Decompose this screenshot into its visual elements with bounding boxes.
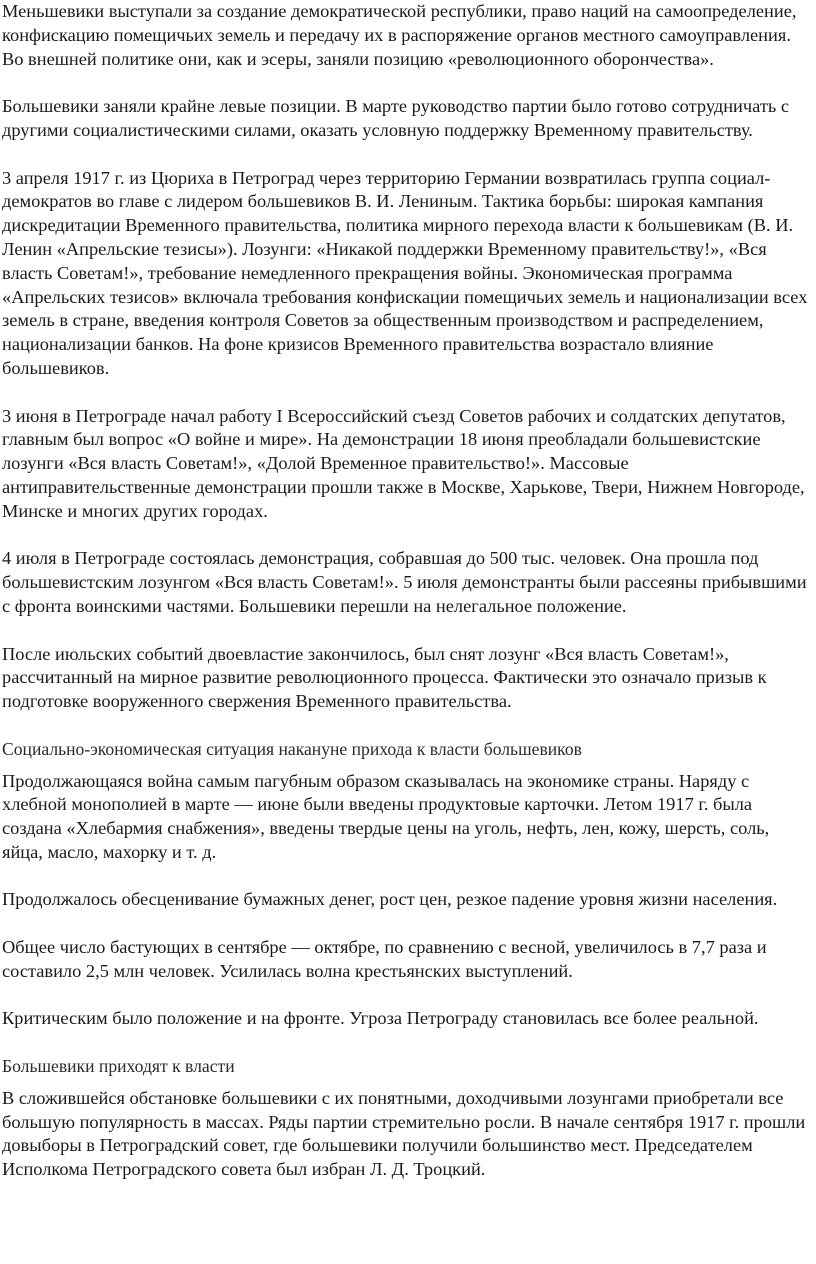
paragraph-bolsheviks-popularity: В сложившейся обстановке большевики с их понятными, доходчивыми лозунгами приобретали все большую популярность в массах. Ряды партии стремительно росли. В начале сентября 1917 г. прошли довыборы в Петроградский совет, где большевики получили большинство мест. Председателем Исполкома Петроградского совета был избран Л. Д. Троцкий. — [2, 1087, 806, 1180]
paragraph-after-july: После июльских событий двоевластие закончилось, был снят лозунг «Вся власть Советам!», рассчитанный на мирное развитие революционного процесса. Фактически это означало призыв к подготовке вооруженного свержения Временного правительства. — [2, 643, 767, 712]
section-heading-bolsheviks-power: Большевики приходят к власти — [2, 1056, 235, 1077]
paragraph-front-situation: Критическим было положение и на фронте. Угроза Петрограду становилась все более реальной. — [2, 1008, 759, 1029]
paragraph-strikers: Общее число бастующих в сентябре — октябре, по сравнению с весной, увеличилось в 7,7 раза и составило 2,5 млн человек. Усилилась волна крестьянских выступлений. — [2, 937, 767, 981]
paragraph-june-congress: 3 июня в Петрограде начал работу I Всероссийский съезд Советов рабочих и солдатских депутатов, главным был вопрос «О войне и мире». На демонстрации 18 июня преобладали большевистские лозунги «Вся власть Советам!», «Долой Временное правительство!». Массовые антиправительственные демонстрации прошли также в Москве, Харькове, Твери, Нижнем Новгороде, Минске и многих других городах. — [2, 405, 805, 521]
paragraph-war-economy: Продолжающаяся война самым пагубным образом сказывалась на экономике страны. Наряду с хлебной монополией в марте — июне были введены продуктовые карточки. Летом 1917 г. была создана «Хлебармия снабжения», введены твердые цены на уголь, нефть, лен, кожу, шерсть, соль, яйца, масло, махорку и т. д. — [2, 770, 770, 862]
paragraph-money-devaluation: Продолжалось обесценивание бумажных денег, рост цен, резкое падение уровня жизни населения. — [2, 889, 778, 910]
paragraph-mensheviks: Меньшевики выступали за создание демократической республики, право наций на самоопределение, конфискацию помещичьих земель и передачу их в распоряжение органов местного самоуправления. Во внешней политике они, как и эсеры, заняли позицию «революционного оборончества». — [2, 1, 797, 69]
paragraph-july-demonstration: 4 июля в Петрограде состоялась демонстрация, собравшая до 500 тыс. человек. Она прошла под большевистским лозунгом «Вся власть Советам!». 5 июля демонстранты были рассеяны прибывшими с фронта воинскими частями. Большевики перешли на нелегальное положение. — [2, 548, 807, 616]
paragraph-bolsheviks-left: Большевики заняли крайне левые позиции. В марте руководство партии было готово сотрудничать с другими социалистическими силами, оказать условную поддержку Временному правительству. — [2, 96, 790, 140]
section-heading-socioeconomic: Социально-экономическая ситуация накануне прихода к власти большевиков — [2, 738, 582, 759]
paragraph-april-theses: 3 апреля 1917 г. из Цюриха в Петроград через территорию Германии возвратилась группа социал-демократов во главе с лидером большевиков В. И. Лениным. Тактика борьбы: широкая кампания дискредитации Временного правительства, политика мирного перехода власти к большевикам (В. И. Ленин «Апрельские тезисы»). Лозунги: «Никакой поддержки Временному правительству!», «Вся власть Советам!», требование немедленного прекращения войны. Экономическая программа «Апрельских тезисов» включала требования конфискации помещичьих земель и национализации всех земель в стране, введения контроля Советов за общественным производством и распределением, национализации банков. На фоне кризисов Временного правительства возрастало влияние большевиков. — [2, 167, 808, 378]
